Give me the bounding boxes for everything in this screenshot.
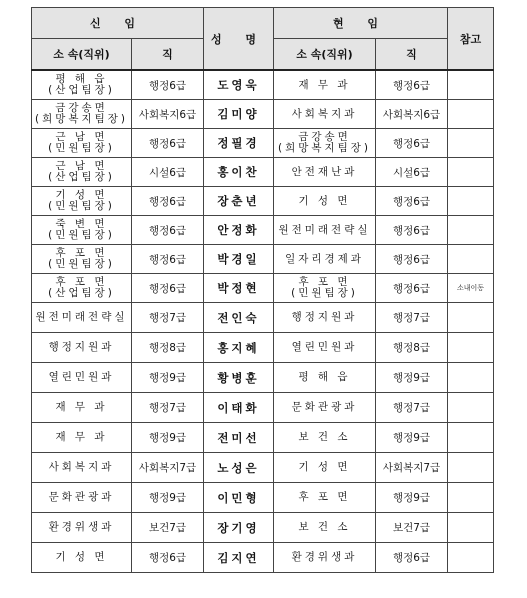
old-dept-line1: 열린민원과 [48,371,115,383]
table-row [32,453,494,483]
old-dept-cell [32,423,132,453]
new-dept-line1: 원전미래전략실 [278,223,371,236]
table-row [32,216,494,245]
table-body [32,70,494,573]
new-grade-cell: 행정9급 [376,363,448,393]
old-grade-cell: 행정9급 [132,483,204,513]
old-dept-line1: 기 성 면 [55,551,108,563]
new-dept-cell [274,513,376,543]
new-dept-cell [274,543,376,573]
new-dept-cell [274,274,376,303]
new-grade-cell: 사회복지7급 [376,453,448,483]
header-note: 참고 [448,8,494,71]
header-name: 성 명 [204,8,274,71]
old-grade-cell: 행정6급 [132,216,204,245]
old-dept-line2: (민원팀장) [48,200,115,212]
new-dept-line1: 열린민원과 [291,341,358,353]
old-dept-line1: 환경위생과 [48,521,115,533]
new-grade-cell: 행정7급 [376,303,448,333]
table-row [32,187,494,216]
old-dept-cell [32,543,132,573]
new-grade-cell: 보건7급 [376,513,448,543]
name-cell: 홍이찬 [204,158,274,187]
new-dept-cell [274,187,376,216]
new-dept-line1: 후 포 면 [298,491,351,503]
note-cell [448,245,494,274]
new-grade-cell: 시설6급 [376,158,448,187]
old-dept-cell [32,393,132,423]
header-new-group: 현 임 [274,8,448,39]
note-cell [448,303,494,333]
name-cell: 홍지혜 [204,333,274,363]
new-dept-cell [274,245,376,274]
personnel-transfer-table [31,7,494,573]
table-row [32,245,494,274]
note-cell [448,423,494,453]
old-dept-cell [32,129,132,158]
header-old-group: 신 임 [32,8,204,39]
note-cell [448,483,494,513]
old-grade-cell: 사회복지7급 [132,453,204,483]
old-dept-line1: 사회복지과 [48,461,115,473]
old-grade-cell: 행정6급 [132,274,204,303]
table-row [32,70,494,100]
old-grade-cell: 시설6급 [132,158,204,187]
old-dept-line2: (희망복지팀장) [34,113,129,125]
note-cell [448,187,494,216]
old-grade-cell: 행정6급 [132,129,204,158]
new-dept-cell [274,158,376,187]
table-row [32,423,494,453]
name-cell: 황병훈 [204,363,274,393]
old-dept-cell [32,453,132,483]
old-dept-line2: (민원팀장) [48,258,115,270]
personnel-table-container [31,7,493,573]
old-grade-cell: 행정7급 [132,303,204,333]
new-dept-line1: 보 건 소 [298,521,351,533]
new-grade-cell: 행정6급 [376,187,448,216]
old-grade-cell: 행정9급 [132,423,204,453]
old-dept-line1: 근 남 면 [55,131,108,143]
note-cell [448,100,494,129]
old-dept-cell [32,100,132,129]
new-dept-cell [274,393,376,423]
new-dept-line1: 환경위생과 [291,551,358,563]
note-cell: 소내이동 [448,274,494,303]
old-dept-line2: (산업팀장) [48,84,115,96]
old-dept-cell [32,216,132,245]
old-dept-line2: (민원팀장) [48,142,115,154]
new-dept-cell [274,423,376,453]
note-cell [448,158,494,187]
old-grade-cell: 행정6급 [132,70,204,100]
new-dept-line1: 안전재난과 [291,165,358,178]
new-dept-cell [274,70,376,100]
new-dept-cell [274,303,376,333]
new-dept-line1: 평 해 읍 [298,371,351,383]
name-cell: 전미선 [204,423,274,453]
old-dept-line1: 금강송면 [55,102,108,114]
old-dept-line1: 재 무 과 [55,401,108,413]
new-dept-line1: 기 성 면 [298,461,351,473]
old-dept-line2: (산업팀장) [48,171,115,183]
old-dept-cell [32,187,132,216]
old-grade-cell: 사회복지6급 [132,100,204,129]
old-dept-cell [32,333,132,363]
old-grade-cell: 행정6급 [132,543,204,573]
new-grade-cell: 행정6급 [376,216,448,245]
new-dept-line1: 사회복지과 [291,107,358,120]
name-cell: 도영욱 [204,70,274,100]
name-cell: 장기영 [204,513,274,543]
note-cell [448,393,494,423]
new-dept-cell [274,453,376,483]
old-dept-cell [32,363,132,393]
old-dept-line1: 문화관광과 [48,491,115,503]
name-cell: 정필경 [204,129,274,158]
table-row [32,483,494,513]
new-grade-cell: 행정8급 [376,333,448,363]
old-grade-cell: 행정6급 [132,245,204,274]
new-grade-cell: 행정6급 [376,543,448,573]
old-dept-line1: 후 포 면 [55,276,108,288]
table-header [32,8,494,71]
header-new-grade: 직 [376,39,448,71]
old-dept-line2: (산업팀장) [48,287,115,299]
header-old-grade: 직 [132,39,204,71]
old-dept-line1: 평 해 읍 [55,73,108,85]
new-dept-line2: (민원팀장) [291,287,358,299]
table-row [32,100,494,129]
new-dept-line1: 후 포 면 [298,276,351,288]
new-dept-cell [274,216,376,245]
table-row [32,363,494,393]
new-grade-cell: 사회복지6급 [376,100,448,129]
table-row [32,513,494,543]
new-grade-cell: 행정9급 [376,483,448,513]
note-cell [448,129,494,158]
note-cell [448,453,494,483]
new-dept-line1: 행정지원과 [291,311,358,323]
new-grade-cell: 행정7급 [376,393,448,423]
new-grade-cell: 행정6급 [376,129,448,158]
old-grade-cell: 행정8급 [132,333,204,363]
header-old-dept: 소 속(직위) [32,39,132,71]
note-cell [448,333,494,363]
old-dept-cell [32,158,132,187]
table-row [32,158,494,187]
name-cell: 전인숙 [204,303,274,333]
new-dept-line1: 일자리경제과 [285,252,364,265]
table-row [32,543,494,573]
old-grade-cell: 행정9급 [132,363,204,393]
table-row [32,303,494,333]
old-dept-line1: 근 남 면 [55,160,108,172]
new-dept-cell [274,100,376,129]
name-cell: 안정화 [204,216,274,245]
old-dept-cell [32,513,132,543]
header-new-dept: 소 속(직위) [274,39,376,71]
old-dept-line1: 기 성 면 [55,189,108,201]
table-row [32,333,494,363]
new-dept-line2: (희망복지팀장) [277,142,372,154]
new-dept-line1: 문화관광과 [291,401,358,413]
new-grade-cell: 행정6급 [376,245,448,274]
old-dept-line1: 원전미래전략실 [35,311,128,323]
old-dept-line1: 재 무 과 [55,431,108,443]
table-row [32,393,494,423]
old-dept-line2: (민원팀장) [48,229,115,241]
table-row [32,274,494,303]
old-dept-line1: 행정지원과 [48,341,115,353]
new-grade-cell: 행정6급 [376,70,448,100]
old-dept-cell [32,303,132,333]
old-grade-cell: 보건7급 [132,513,204,543]
old-dept-cell [32,245,132,274]
note-cell [448,70,494,100]
old-dept-cell [32,70,132,100]
name-cell: 장춘년 [204,187,274,216]
new-dept-line1: 금강송면 [298,131,351,143]
old-grade-cell: 행정7급 [132,393,204,423]
old-dept-cell [32,274,132,303]
old-grade-cell: 행정6급 [132,187,204,216]
old-dept-cell [32,483,132,513]
note-cell [448,216,494,245]
new-dept-line1: 보 건 소 [298,431,351,443]
note-cell [448,363,494,393]
name-cell: 노성은 [204,453,274,483]
name-cell: 이민형 [204,483,274,513]
new-dept-cell [274,363,376,393]
old-dept-line1: 후 포 면 [55,247,108,259]
old-dept-line1: 죽 변 면 [55,218,108,230]
name-cell: 박정현 [204,274,274,303]
new-dept-cell [274,483,376,513]
note-cell [448,513,494,543]
table-row [32,129,494,158]
name-cell: 이태화 [204,393,274,423]
new-dept-line1: 재 무 과 [298,78,351,91]
new-dept-line1: 기 성 면 [298,194,351,207]
new-dept-cell [274,129,376,158]
new-grade-cell: 행정6급 [376,274,448,303]
name-cell: 김지연 [204,543,274,573]
note-cell [448,543,494,573]
new-grade-cell: 행정9급 [376,423,448,453]
name-cell: 박경일 [204,245,274,274]
name-cell: 김미양 [204,100,274,129]
new-dept-cell [274,333,376,363]
